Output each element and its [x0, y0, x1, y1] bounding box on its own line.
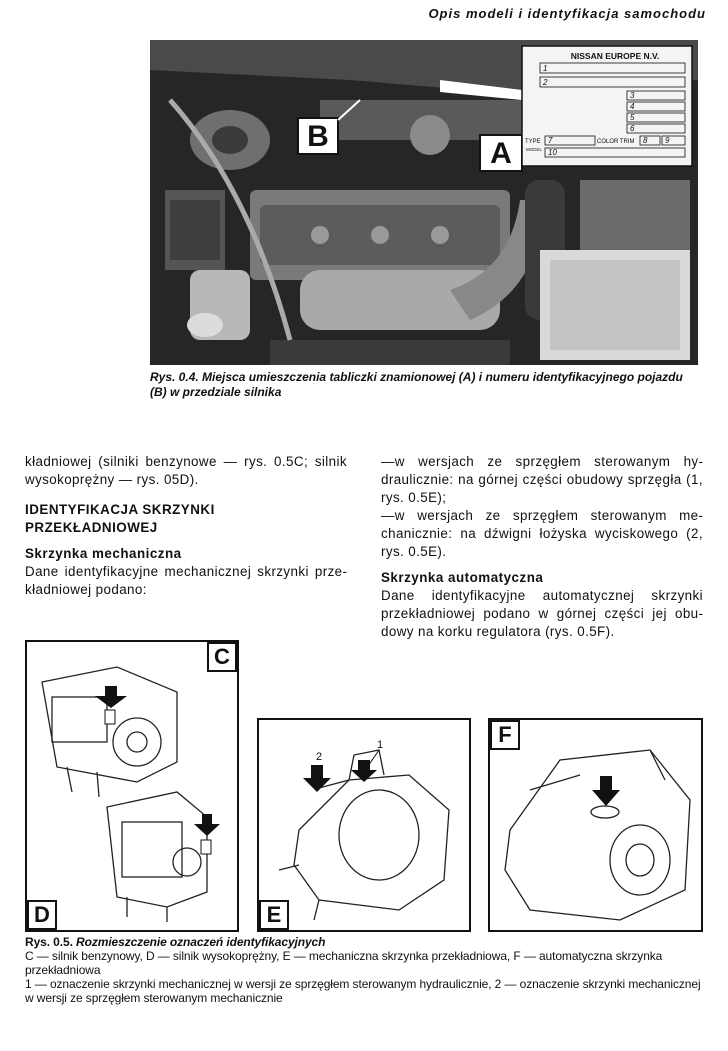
plate-field-10: 10 [548, 148, 557, 157]
running-header: Opis modeli i identyfikacja samochodu [428, 6, 706, 21]
right-paragraph-3: Dane identyfikacyjne automatycznej skrzynki przekładniowej podano w górnej części jej obudowy na korku regulatora (rys. 0.5F). [381, 588, 703, 639]
engine-drawings [27, 642, 237, 930]
nameplate-brand: NISSAN EUROPE N.V. [570, 51, 660, 61]
figures-caption-line-2: 1 — oznaczenie skrzynki mechanicznej w wersji ze sprzęgłem sterowanym hydraulicznie, 2 — oznaczenie skrzynki mechanicznej w wersji ze sprzęgłem sterowanym mechanicznie [25, 977, 701, 1005]
callout-2: 2 [316, 751, 323, 763]
figure-label-e: E [259, 900, 289, 930]
plate-color-trim-label: COLOR TRIM [597, 139, 635, 145]
label-a: A [490, 137, 512, 170]
figure-manual-gearbox-e [257, 718, 471, 932]
plate-field-2: 2 [543, 78, 548, 87]
subheading-automatic-gearbox: Skrzynka automatyczna [381, 570, 544, 585]
figure-label-f: F [490, 720, 520, 750]
plate-field-1: 1 [543, 64, 548, 73]
marker-arrow-f [592, 776, 620, 806]
photo-caption [150, 370, 690, 400]
figures-caption-line-1: C — silnik benzynowy, D — silnik wysokoprężny, E — mechaniczna skrzynka przekładniowa, F — automatyczna skrzynka przekładniowa [25, 949, 663, 977]
plate-type-label: TYPE [525, 139, 541, 145]
plate-field-9: 9 [665, 136, 670, 145]
label-b: B [307, 120, 329, 153]
figures-caption-title: Rozmieszczenie oznaczeń identyfikacyjnych [76, 935, 326, 949]
left-paragraph-1: kładniowej (silniki benzynowe — rys. 0.5C; silnik wysokoprężny — rys. 05D). [25, 454, 347, 487]
engine-bay-photo [150, 40, 698, 365]
plate-field-3: 3 [630, 91, 635, 100]
figure-engines-c-d [25, 640, 239, 932]
photo-caption-number: Rys. 0.4. [150, 370, 199, 384]
callout-1: 1 [377, 739, 384, 751]
plate-field-8: 8 [643, 136, 648, 145]
photo-caption-text: Miejsca umieszczenia tabliczki znamionowej (A) i numeru identyfikacyjnego pojazdu (B) w przedziale silnika [150, 370, 683, 399]
marker-arrow-2 [303, 765, 331, 792]
right-column [381, 453, 703, 641]
right-item-1: —w wersjach ze sprzęgłem sterowanym hydraulicznie: na górnej części obudowy sprzęgła (1, rys. 0.5E); [381, 454, 703, 505]
plate-field-4: 4 [630, 102, 635, 111]
plate-model-label: MODEL [526, 147, 543, 152]
left-column [25, 453, 347, 599]
marker-arrow-d [194, 814, 220, 836]
figures-caption-number: Rys. 0.5. [25, 935, 73, 949]
left-paragraph-2: Dane identyfikacyjne mechanicznej skrzynki przekładniowej podano: [25, 564, 347, 597]
figure-automatic-gearbox-f [488, 718, 703, 932]
figure-label-d: D [27, 900, 57, 930]
figure-panels [25, 640, 703, 932]
right-item-2: —w wersjach ze sprzęgłem sterowanym mechanicznie: na dźwigni łożyska wyciskowego (2, rys. 0.5E). [381, 508, 703, 559]
engine-bay-illustration [150, 40, 698, 365]
marker-arrow-1 [351, 760, 377, 782]
plate-field-5: 5 [630, 113, 635, 122]
heading-gearbox-identification: IDENTYFIKACJA SKRZYNKI PRZEKŁADNIOWEJ [25, 502, 215, 535]
subheading-manual-gearbox: Skrzynka mechaniczna [25, 546, 182, 561]
figures-caption [25, 935, 703, 1005]
marker-arrow-c [95, 686, 127, 708]
plate-field-7: 7 [548, 136, 553, 145]
automatic-gearbox-drawing [490, 720, 701, 930]
figure-label-c: C [207, 642, 237, 672]
plate-field-6: 6 [630, 124, 635, 133]
manual-gearbox-drawing [259, 720, 469, 930]
